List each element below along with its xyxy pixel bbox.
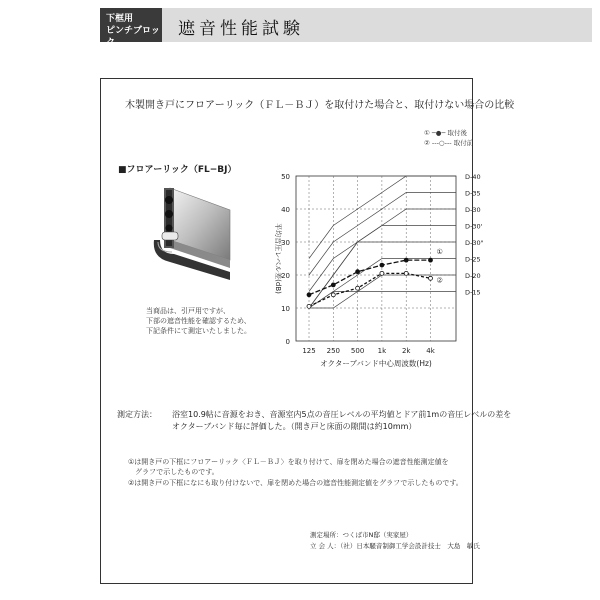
- series-point: [380, 263, 384, 267]
- y-tick-label: 0: [285, 338, 290, 346]
- series-point: [429, 276, 433, 280]
- reference-curve-label: D-30': [465, 222, 483, 231]
- legend-item-before: ② ---○--- 取付前: [424, 139, 474, 147]
- series-point: [331, 283, 335, 287]
- reference-curve-label: D-15: [465, 288, 481, 297]
- comparison-title: 木製開き戸にフロアーリック（ＦＬ－ＢＪ）を取付けた場合と、取付けない場合の比較: [125, 100, 515, 111]
- x-axis-label: オクターブバンド中心周波数(Hz): [320, 359, 432, 368]
- product-photo: [130, 180, 238, 292]
- series-point: [380, 271, 384, 275]
- category-badge: [100, 8, 162, 48]
- badge-line2: ピンチブロック: [106, 26, 160, 48]
- legend-item-after: ① ─●─ 取付後: [424, 129, 467, 137]
- footnote-2: ②は開き戸の下框になにも取り付けないで、扉を閉めた場合の遮音性能測定値をグラフで示したものです。: [128, 479, 463, 487]
- product-note: 当商品は、引戸用ですが、 下部の遮音性能を確認するため、 下記条件にて測定いたしました。: [146, 307, 251, 335]
- series-point: [307, 304, 311, 308]
- reference-curve-label: D-25: [465, 255, 481, 264]
- series-line: [309, 260, 431, 295]
- series-point: [307, 293, 311, 297]
- chart-legend: [424, 128, 473, 148]
- badge-line1: 下框用: [106, 14, 134, 24]
- reference-curve-label: D-35: [465, 189, 481, 198]
- reference-curve-label: D-20: [465, 272, 481, 280]
- x-tick-label: 2k: [401, 347, 411, 355]
- header-bar: [100, 8, 592, 42]
- y-tick-label: 40: [281, 206, 290, 214]
- footnote-1: ①は開き戸の下框にフロアーリック〈ＦＬ－ＢＪ〉を取り付けて、扉を閉めた場合の遮音性能測定値を グラフで示したものです。: [128, 458, 449, 476]
- series-line: [309, 273, 431, 306]
- measurement-place: 測定場所：つくば市N邸（実家屋）: [310, 531, 413, 539]
- reference-curve-label: D-40: [465, 173, 481, 181]
- y-tick-label: 30: [281, 239, 290, 247]
- reference-curve: [309, 209, 456, 292]
- x-tick-label: 1k: [377, 347, 387, 355]
- reference-curve-label: D-30: [465, 206, 481, 214]
- method-description: 浴室10.9帖に音源をおき、音源室内5点の音圧レベルの平均値とドア前1mの音圧レベルの差を オクターブバンド毎に評価した。（開き戸と床面の隙間は約10mm）: [172, 410, 512, 431]
- series-point: [356, 286, 360, 290]
- series-point: [404, 258, 408, 262]
- x-tick-label: 500: [350, 347, 365, 355]
- x-tick-label: 125: [302, 347, 316, 355]
- y-tick-label: 10: [281, 305, 290, 313]
- reference-curve: [309, 193, 456, 276]
- reference-curve-label: D-30": [465, 239, 484, 247]
- product-section-label: ■フロアーリック（FL−BJ）: [118, 165, 237, 175]
- x-tick-label: 250: [326, 347, 340, 355]
- page-title: 遮音性能試験: [178, 19, 304, 39]
- series-point: [356, 270, 360, 274]
- measurement-witness: 立 会 人：（社）日本騒音制御工学会設計技士 大島 敏氏: [310, 542, 480, 550]
- series-end-label: ①: [436, 248, 443, 257]
- y-axis-label: 平均音圧レベル差(dB): [274, 223, 282, 294]
- series-point: [404, 271, 408, 275]
- sound-insulation-chart: [255, 160, 484, 370]
- y-tick-label: 50: [281, 173, 290, 181]
- x-tick-label: 4k: [426, 347, 435, 355]
- series-point: [429, 258, 433, 262]
- page-header: [0, 0, 600, 50]
- y-tick-label: 20: [281, 272, 290, 280]
- reference-curve: [309, 176, 456, 259]
- series-end-label: ②: [436, 276, 443, 285]
- method-label: 測定方法：: [117, 410, 157, 419]
- series-point: [331, 293, 335, 297]
